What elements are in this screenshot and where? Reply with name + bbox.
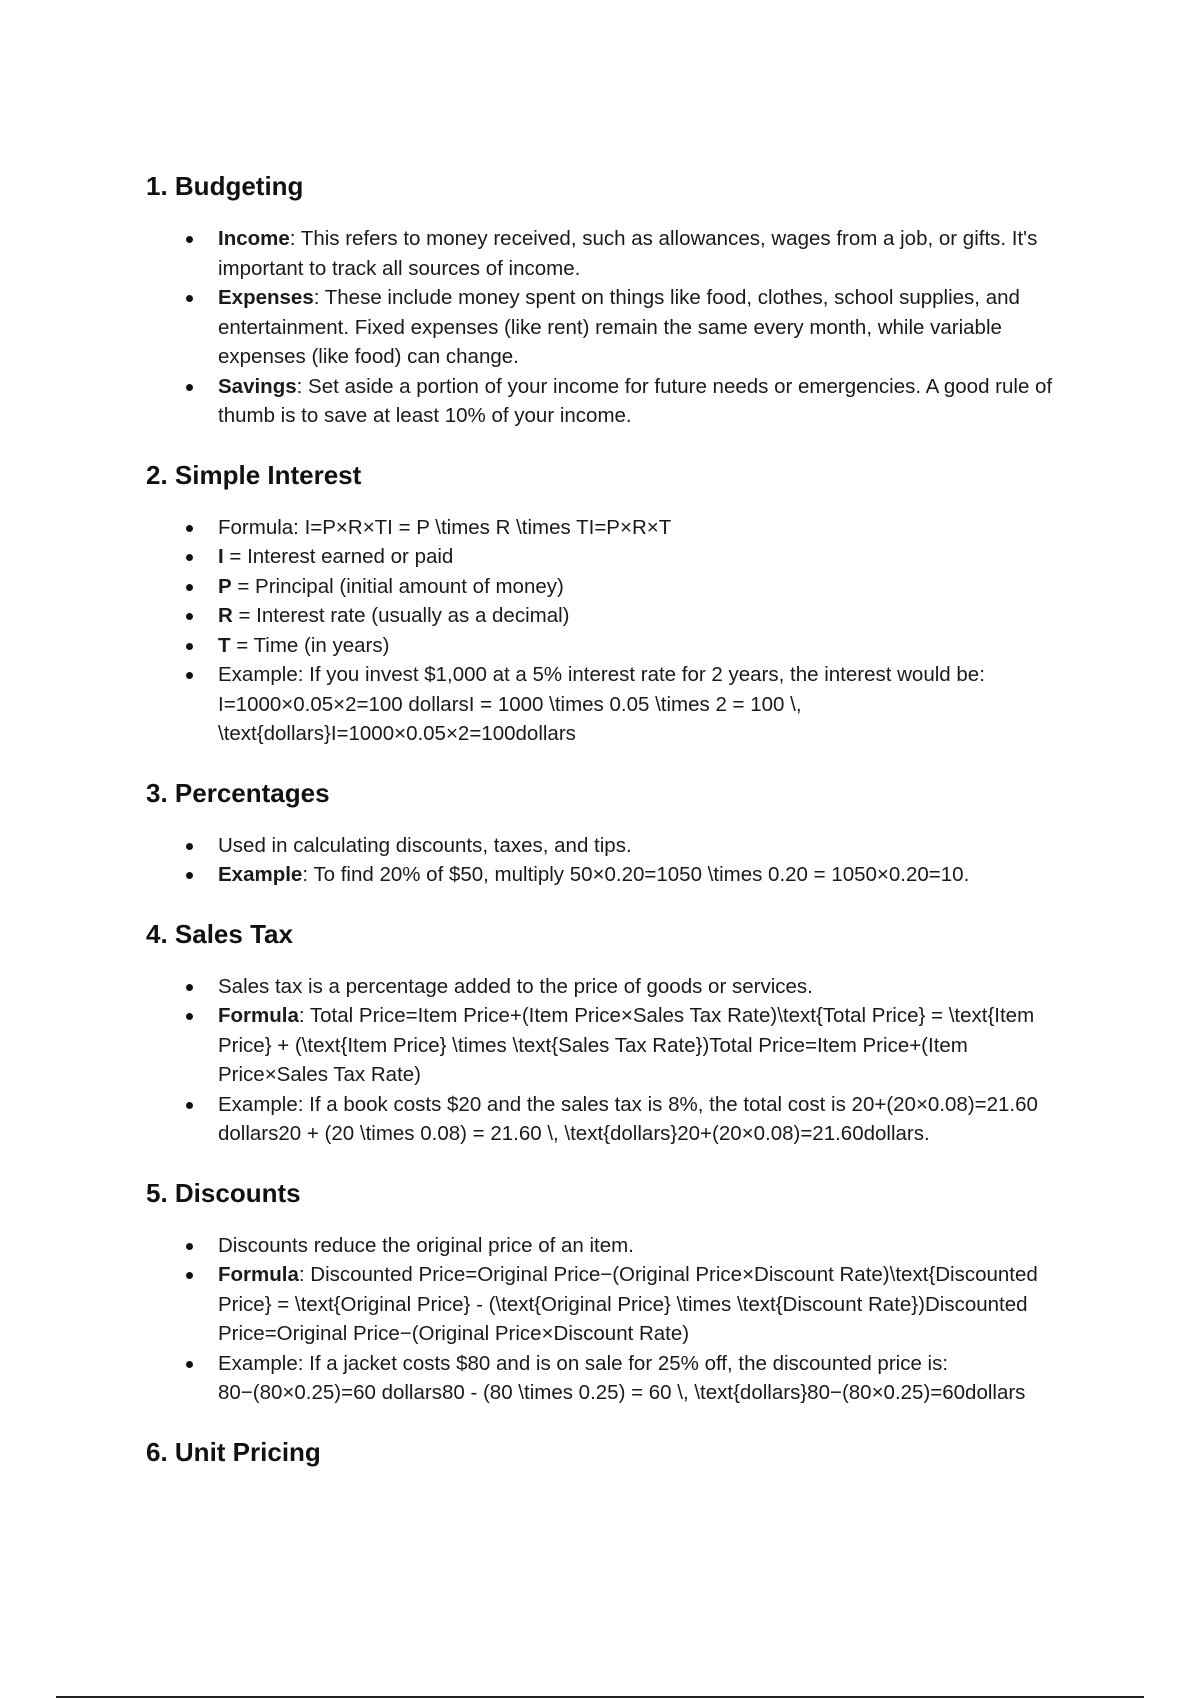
bullet-icon (186, 984, 193, 991)
item-text: : To find 20% of $50, multiply 50×0.20=1050 \times 0.20 = 1050×0.20=10. (302, 863, 970, 886)
bullet-list (146, 513, 1066, 749)
section-heading: 6. Unit Pricing (146, 1436, 321, 1467)
bullet-icon (186, 1243, 193, 1250)
list-item (146, 1231, 1066, 1261)
list-item (146, 1001, 1066, 1090)
list-item (146, 831, 1066, 861)
term: Formula (218, 1004, 299, 1027)
item-text: = Time (in years) (230, 633, 390, 657)
list-item (146, 572, 1066, 602)
item-text: : These include money spent on things like food, clothes, school supplies, and entertainment. Fixed expenses (like rent) remain the same every month, while variable expenses (like food) can change. (218, 286, 1020, 368)
bullet-icon (186, 643, 193, 650)
item-text: Formula: I=P×R×TI = P \times R \times TI=P×R×T (218, 515, 672, 539)
section-discounts (146, 1175, 1066, 1408)
bullet-list (146, 1231, 1066, 1408)
section-budgeting (146, 168, 1066, 431)
list-item (146, 283, 1066, 372)
section-unit-pricing (146, 1434, 1066, 1470)
term: T (218, 633, 231, 657)
item-text: = Interest rate (usually as a decimal) (232, 604, 570, 627)
list-item (146, 1349, 1066, 1408)
item-text: Discounts reduce the original price of an item. (218, 1233, 634, 1257)
bullet-icon (186, 295, 193, 302)
bullet-icon (186, 843, 193, 850)
list-item (146, 372, 1066, 431)
bullet-icon (186, 1102, 193, 1109)
bullet-list (146, 831, 1066, 890)
bullet-icon (186, 554, 193, 561)
term: P (218, 574, 232, 598)
list-item (146, 513, 1066, 543)
section-heading: 2. Simple Interest (146, 459, 362, 490)
bullet-list (146, 224, 1066, 431)
section-heading: 5. Discounts (146, 1177, 301, 1208)
bullet-icon (186, 872, 193, 879)
section-heading: 3. Percentages (146, 777, 330, 808)
section-percentages (146, 775, 1066, 890)
term: Savings (218, 374, 297, 398)
bullet-icon (186, 1272, 193, 1279)
item-text: Example: If you invest $1,000 at a 5% interest rate for 2 years, the interest would be: I=1000×0.05×2=100 dollarsI = 1000 \times 0.05 \times 2 = 100 \, \text{dollars}I=1000×0.05×2=100dollars (218, 663, 985, 745)
term: Expenses (218, 286, 314, 309)
item-text: Example: If a book costs $20 and the sales tax is 8%, the total cost is 20+(20×0.08)=21.60 dollars20 + (20 \times 0.08) = 21.60 \, \text{dollars}20+(20×0.08)=21.60dollars. (218, 1092, 1038, 1145)
term: R (218, 604, 233, 627)
item-text: : Total Price=Item Price+(Item Price×Sales Tax Rate)\text{Total Price} = \text{Item Price} + (\text{Item Price} \times \text{Sales Tax Rate})Total Price=Item Price+(Item Price×Sales Tax Rate) (218, 1004, 1035, 1086)
term: Income (218, 227, 290, 250)
item-text: : This refers to money received, such as allowances, wages from a job, or gifts. It's important to track all sources of income. (218, 227, 1038, 280)
item-text: : Set aside a portion of your income for future needs or emergencies. A good rule of thumb is to save at least 10% of your income. (218, 374, 1053, 427)
bullet-icon (186, 613, 193, 620)
item-text: Example: If a jacket costs $80 and is on sale for 25% off, the discounted price is: 80−(80×0.25)=60 dollars80 - (80 \times 0.25) = 60 \, \text{dollars}80−(80×0.25)=60dollars (218, 1351, 1026, 1404)
list-item (146, 224, 1066, 283)
section-simple-interest (146, 457, 1066, 749)
list-item (146, 1260, 1066, 1349)
item-text: Used in calculating discounts, taxes, and tips. (218, 833, 632, 857)
document-page (146, 168, 1066, 1490)
list-item (146, 601, 1066, 631)
list-item (146, 660, 1066, 749)
item-text: = Principal (initial amount of money) (231, 574, 564, 598)
list-item (146, 1090, 1066, 1149)
section-heading: 4. Sales Tax (146, 918, 293, 949)
bullet-icon (186, 1361, 193, 1368)
page-bottom-divider (56, 1696, 1144, 1698)
term: Formula (218, 1263, 299, 1286)
section-heading: 1. Budgeting (146, 171, 304, 201)
term: Example (218, 863, 303, 886)
list-item (146, 972, 1066, 1002)
list-item (146, 631, 1066, 661)
bullet-list (146, 972, 1066, 1149)
list-item (146, 542, 1066, 572)
list-item (146, 860, 1066, 890)
item-text: = Interest earned or paid (223, 545, 454, 568)
bullet-icon (186, 672, 193, 679)
item-text: Sales tax is a percentage added to the price of goods or services. (218, 974, 813, 998)
section-sales-tax (146, 916, 1066, 1149)
item-text: : Discounted Price=Original Price−(Original Price×Discount Rate)\text{Discounted Price} = \text{Original Price} - (\text{Original Price} \times \text{Discount Rate})Discounted Price=Original Price−(Original Price×Discount Rate) (218, 1263, 1038, 1345)
bullet-icon (186, 236, 193, 243)
bullet-icon (186, 1013, 193, 1020)
bullet-icon (186, 584, 193, 591)
bullet-icon (186, 384, 193, 391)
bullet-icon (186, 525, 193, 532)
term: I (218, 545, 224, 568)
